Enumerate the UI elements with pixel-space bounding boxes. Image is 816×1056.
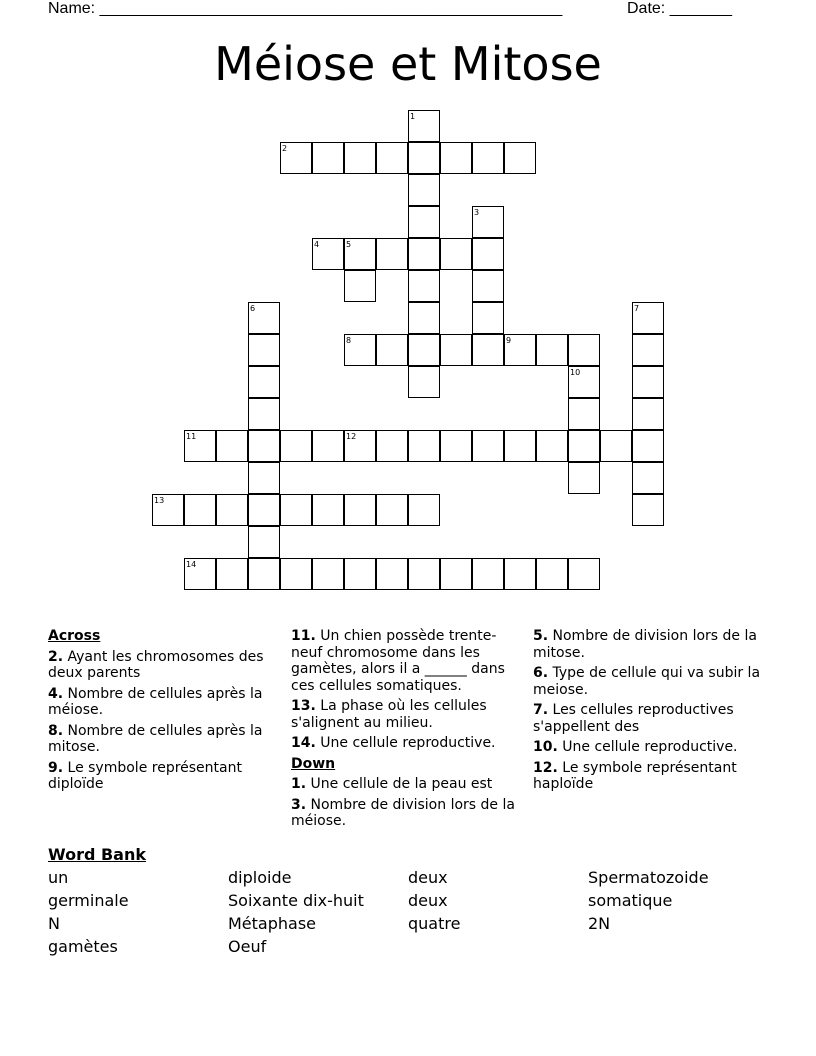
cell-number: 14 xyxy=(186,560,197,569)
crossword-cell[interactable] xyxy=(248,526,280,558)
crossword-cell[interactable] xyxy=(408,110,440,142)
clue-number: 4. xyxy=(48,685,64,702)
crossword-cell[interactable] xyxy=(568,462,600,494)
page-title: Méiose et Mitose xyxy=(214,37,602,91)
crossword-cell[interactable] xyxy=(568,366,600,398)
word-bank-item: N xyxy=(48,914,60,933)
crossword-cell[interactable] xyxy=(408,302,440,334)
crossword-cell[interactable] xyxy=(408,334,440,366)
clues-column-2 xyxy=(291,628,521,834)
crossword-cell[interactable] xyxy=(312,430,344,462)
clue-text: Le symbole représentant haploïde xyxy=(533,759,737,792)
crossword-cell[interactable] xyxy=(440,142,472,174)
crossword-cell[interactable] xyxy=(216,558,248,590)
crossword-cell[interactable] xyxy=(632,302,664,334)
crossword-cell[interactable] xyxy=(376,142,408,174)
crossword-cell[interactable] xyxy=(344,430,376,462)
crossword-cell[interactable] xyxy=(504,430,536,462)
clue-text: Un chien possède trente-neuf chromosome dans les gamètes, alors il a ______ dans ces cellules somatiques. xyxy=(291,628,505,694)
crossword-cell[interactable] xyxy=(408,174,440,206)
clues-column-1 xyxy=(48,628,272,797)
crossword-cell[interactable] xyxy=(312,494,344,526)
crossword-cell[interactable] xyxy=(632,366,664,398)
crossword-cell[interactable] xyxy=(408,206,440,238)
cell-number: 10 xyxy=(570,368,581,377)
cell-number: 11 xyxy=(186,432,197,441)
crossword-cell[interactable] xyxy=(280,142,312,174)
cell-number: 1 xyxy=(410,112,416,121)
crossword-cell[interactable] xyxy=(632,334,664,366)
cell-number: 13 xyxy=(154,496,165,505)
crossword-cell[interactable] xyxy=(344,334,376,366)
clue-number: 8. xyxy=(48,722,64,739)
clue-number: 7. xyxy=(533,702,549,718)
word-bank-item: gamètes xyxy=(48,937,118,956)
word-bank-item: Oeuf xyxy=(228,937,267,956)
crossword-cell[interactable] xyxy=(472,206,504,238)
crossword-cell[interactable] xyxy=(344,494,376,526)
crossword-cell[interactable] xyxy=(568,334,600,366)
clue-text: Une cellule reproductive. xyxy=(320,735,496,751)
crossword-cell[interactable] xyxy=(504,558,536,590)
crossword-cell[interactable] xyxy=(248,302,280,334)
crossword-cell[interactable] xyxy=(376,334,408,366)
clue-across-13 xyxy=(291,698,521,731)
clue-across-9 xyxy=(48,760,272,793)
crossword-cell[interactable] xyxy=(280,494,312,526)
crossword-cell[interactable] xyxy=(504,142,536,174)
clue-number: 13. xyxy=(291,698,316,714)
word-bank-item: un xyxy=(48,868,69,887)
clue-text: Nombre de division lors de la mitose. xyxy=(533,628,757,661)
clue-across-8 xyxy=(48,723,272,756)
clue-text: Ayant les chromosomes des deux parents xyxy=(48,648,264,681)
crossword-cell[interactable] xyxy=(408,270,440,302)
word-bank-item: 2N xyxy=(588,914,611,933)
word-bank-item: Métaphase xyxy=(228,914,317,933)
crossword-cell[interactable] xyxy=(440,334,472,366)
crossword-cell[interactable] xyxy=(472,302,504,334)
clue-text: Nombre de division lors de la méiose. xyxy=(291,796,515,829)
crossword-cell[interactable] xyxy=(408,494,440,526)
word-bank-item: Spermatozoide xyxy=(588,868,709,887)
crossword-cell[interactable] xyxy=(184,558,216,590)
word-bank xyxy=(48,845,768,956)
crossword-cell[interactable] xyxy=(472,270,504,302)
clue-number: 12. xyxy=(533,759,558,776)
cell-number: 2 xyxy=(282,144,288,153)
name-field-label: Name: ____________________________________________________ xyxy=(48,0,563,17)
crossword-cell[interactable] xyxy=(376,430,408,462)
crossword-cell[interactable] xyxy=(408,142,440,174)
cell-number: 4 xyxy=(314,240,320,249)
clue-number: 9. xyxy=(48,759,64,776)
clue-number: 11. xyxy=(291,628,316,644)
crossword-cell[interactable] xyxy=(248,558,280,590)
crossword-cell[interactable] xyxy=(344,142,376,174)
crossword-cell[interactable] xyxy=(568,558,600,590)
crossword-cell[interactable] xyxy=(440,238,472,270)
clue-text: Les cellules reproductives s'appellent des xyxy=(533,702,734,735)
crossword-cell[interactable] xyxy=(344,558,376,590)
clue-down-5 xyxy=(533,628,763,661)
clue-number: 14. xyxy=(291,735,316,751)
word-bank-item: diploide xyxy=(228,868,292,887)
clue-down-12 xyxy=(533,760,763,793)
crossword-cell[interactable] xyxy=(312,142,344,174)
crossword-cell[interactable] xyxy=(408,238,440,270)
crossword-cell[interactable] xyxy=(376,558,408,590)
crossword-cell[interactable] xyxy=(600,430,632,462)
clue-text: Type de cellule qui va subir la meiose. xyxy=(533,665,761,698)
crossword-cell[interactable] xyxy=(184,430,216,462)
word-bank-item: germinale xyxy=(48,891,129,910)
clue-across-11 xyxy=(291,628,521,694)
cell-number: 3 xyxy=(474,208,480,217)
crossword-cell[interactable] xyxy=(216,494,248,526)
crossword-cell[interactable] xyxy=(472,558,504,590)
clue-number: 2. xyxy=(48,648,64,665)
crossword-cell[interactable] xyxy=(248,494,280,526)
clue-text: Nombre de cellules après la mitose. xyxy=(48,722,263,755)
word-bank-item: deux xyxy=(408,868,448,887)
crossword-cell[interactable] xyxy=(472,334,504,366)
crossword-cell[interactable] xyxy=(248,398,280,430)
crossword-cell[interactable] xyxy=(504,334,536,366)
crossword-cell[interactable] xyxy=(376,238,408,270)
crossword-cell[interactable] xyxy=(408,558,440,590)
crossword-cell[interactable] xyxy=(280,430,312,462)
clue-across-4 xyxy=(48,686,272,719)
cell-number: 9 xyxy=(506,336,512,345)
crossword-cell[interactable] xyxy=(408,430,440,462)
word-bank-item: somatique xyxy=(588,891,673,910)
date-field-label: Date: _______ xyxy=(627,0,732,17)
cell-number: 12 xyxy=(346,432,357,441)
cell-number: 7 xyxy=(634,304,640,313)
crossword-cell[interactable] xyxy=(248,462,280,494)
crossword-cell[interactable] xyxy=(568,398,600,430)
crossword-cell[interactable] xyxy=(248,366,280,398)
clue-number: 1. xyxy=(291,776,307,792)
crossword-cell[interactable] xyxy=(312,558,344,590)
crossword-cell[interactable] xyxy=(632,398,664,430)
word-bank-item: Soixante dix-huit xyxy=(228,891,364,910)
crossword-cell[interactable] xyxy=(632,462,664,494)
clue-number: 10. xyxy=(533,739,558,755)
word-bank-grid xyxy=(48,868,768,956)
clue-text: Le symbole représentant diploïde xyxy=(48,759,242,792)
clue-number: 5. xyxy=(533,628,549,644)
word-bank-title: Word Bank xyxy=(48,845,147,864)
crossword-cell[interactable] xyxy=(568,430,600,462)
clue-text: Une cellule reproductive. xyxy=(562,739,738,755)
word-bank-item: deux xyxy=(408,891,448,910)
crossword-cell[interactable] xyxy=(376,494,408,526)
clue-down-1 xyxy=(291,776,521,793)
crossword-cell[interactable] xyxy=(152,494,184,526)
clue-across-14 xyxy=(291,735,521,752)
crossword-cell[interactable] xyxy=(344,270,376,302)
cell-number: 6 xyxy=(250,304,256,313)
across-heading: Across xyxy=(48,628,101,644)
clues-column-3 xyxy=(533,628,763,797)
crossword-cell[interactable] xyxy=(472,238,504,270)
crossword-cell[interactable] xyxy=(184,494,216,526)
clue-down-3 xyxy=(291,797,521,830)
crossword-cell[interactable] xyxy=(632,494,664,526)
crossword-cell[interactable] xyxy=(472,142,504,174)
crossword-cell[interactable] xyxy=(280,558,312,590)
cell-number: 8 xyxy=(346,336,352,345)
clue-text: Nombre de cellules après la méiose. xyxy=(48,685,263,718)
crossword-cell[interactable] xyxy=(248,334,280,366)
clue-across-2 xyxy=(48,649,272,682)
crossword-cell[interactable] xyxy=(440,430,472,462)
crossword-cell[interactable] xyxy=(216,430,248,462)
crossword-cell[interactable] xyxy=(440,558,472,590)
cell-number: 5 xyxy=(346,240,352,249)
down-heading: Down xyxy=(291,755,336,772)
crossword-cell[interactable] xyxy=(632,430,664,462)
crossword-cell[interactable] xyxy=(344,238,376,270)
crossword-cell[interactable] xyxy=(536,430,568,462)
clue-text: Une cellule de la peau est xyxy=(310,776,493,792)
clue-down-6 xyxy=(533,665,763,698)
crossword-cell[interactable] xyxy=(312,238,344,270)
crossword-cell[interactable] xyxy=(248,430,280,462)
clue-text: La phase où les cellules s'alignent au milieu. xyxy=(291,698,487,731)
crossword-cell[interactable] xyxy=(536,334,568,366)
crossword-cell[interactable] xyxy=(408,366,440,398)
clue-down-10 xyxy=(533,739,763,756)
clue-number: 6. xyxy=(533,665,549,681)
clue-down-7 xyxy=(533,702,763,735)
crossword-cell[interactable] xyxy=(536,558,568,590)
word-bank-item: quatre xyxy=(408,914,461,933)
clue-number: 3. xyxy=(291,796,307,813)
crossword-cell[interactable] xyxy=(472,430,504,462)
